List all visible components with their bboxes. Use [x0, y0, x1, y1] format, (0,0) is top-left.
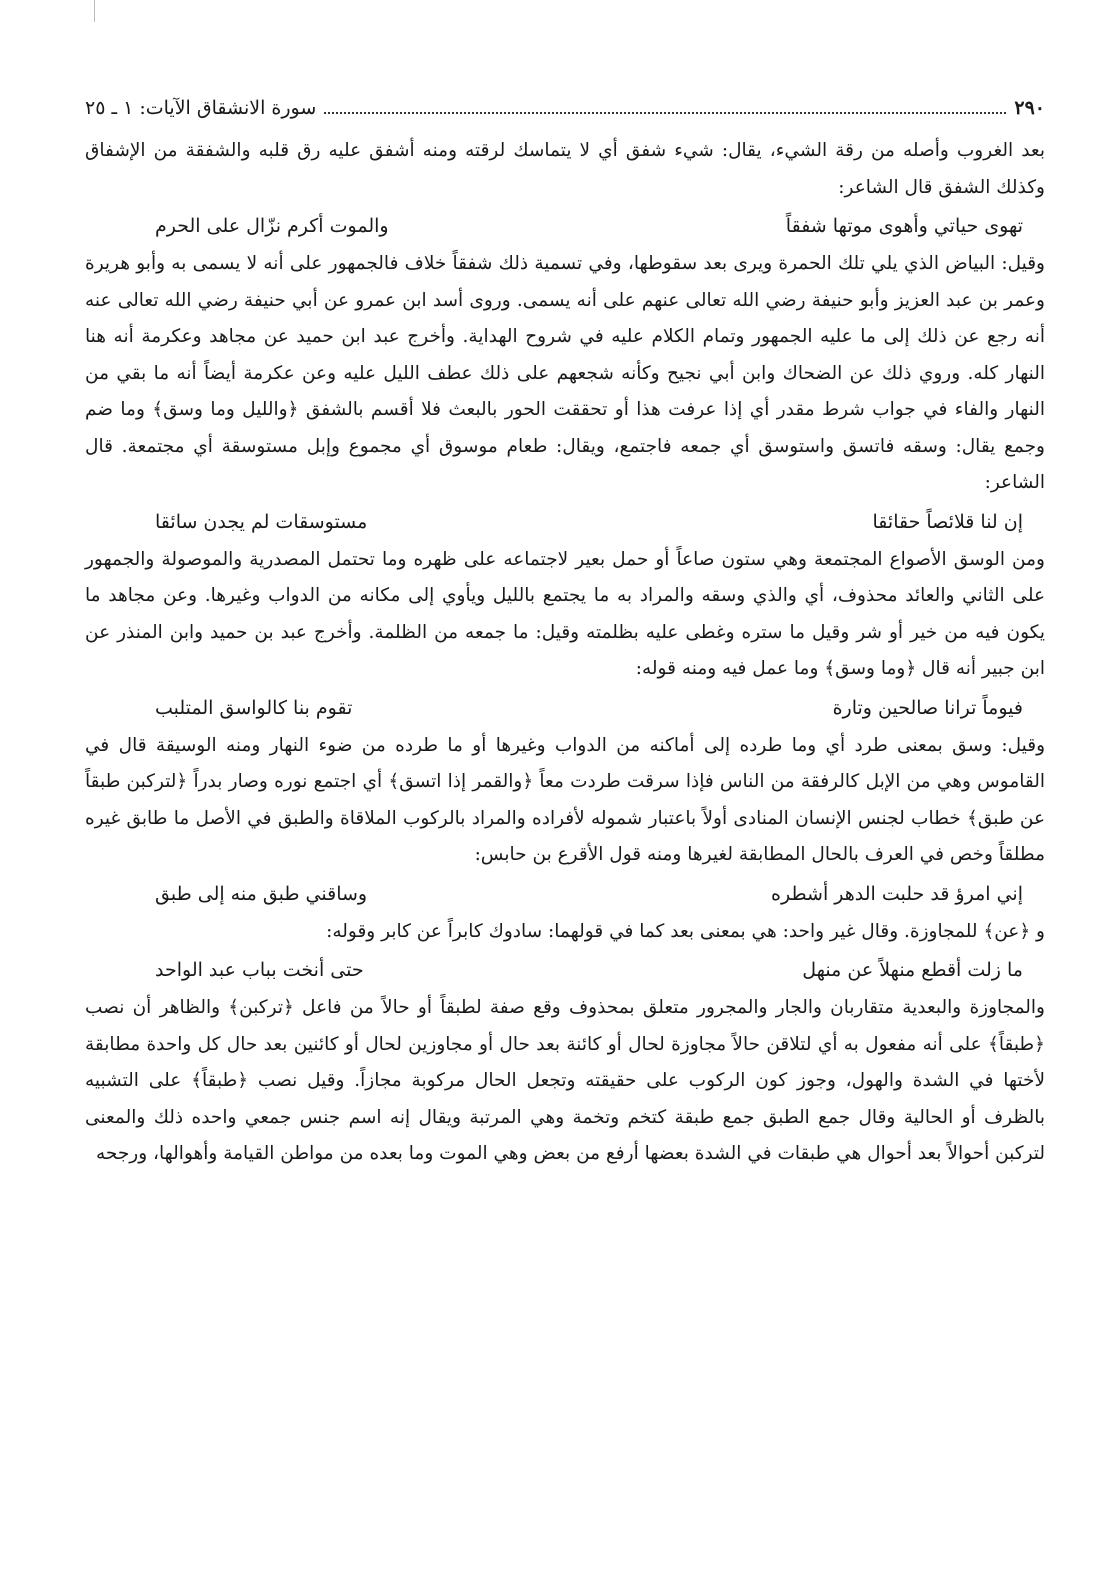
poetry-verse	[85, 874, 1045, 914]
verse-first-hemistich: إن لنا قلائصاً حقائقا	[872, 510, 1023, 533]
scan-mark	[94, 0, 95, 22]
document-page	[85, 93, 1045, 1173]
paragraph: وقيل: وسق بمعنى طرد أي وما طرده إلى أماكنه من الدواب وغيرها أو ما طرده من ضوء النهار ومنه الوسيقة قال في القاموس وهي من الإبل كالرفقة من الناس فإذا سرقت طردت معاً ﴿والقمر إذا اتسق﴾ أي اجتمع نوره وصار بدراً ﴿لتركبن طبقاً عن طبق﴾ خطاب لجنس الإنسان المنادى أولاً باعتبار شموله لأفراده والمراد بالركوب الملاقاة والطبق في الأصل ما طابق غيره مطلقاً وخص في العرف بالحال المطابقة لغيرها ومنه قول الأقرع بن حابس:	[85, 734, 1045, 865]
header-leader-dots	[324, 98, 1006, 114]
verse-second-hemistich: حتى أنخت بباب عبد الواحد	[155, 959, 364, 981]
verse-first-hemistich: إني امرؤ قد حلبت الدهر أشطره	[771, 882, 1023, 905]
page-number: ٢٩٠	[1014, 97, 1045, 119]
poetry-verse	[85, 502, 1045, 542]
verse-first-hemistich: فيوماً ترانا صالحين وتارة	[832, 696, 1023, 719]
verse-first-hemistich: تهوى حياتي وأهوى موتها شفقاً	[785, 215, 1023, 237]
verse-second-hemistich: تقوم بنا كالواسق المتلبب	[155, 696, 353, 719]
verse-second-hemistich: وساقني طبق منه إلى طبق	[155, 882, 368, 905]
header-title: سورة الانشقاق الآيات: ١ ـ ٢٥	[85, 97, 317, 119]
verse-first-hemistich: ما زلت أقطع منهلاً عن منهل	[802, 959, 1023, 981]
verse-second-hemistich: مستوسقات لم يجدن سائقا	[155, 510, 368, 533]
paragraph: وقيل: البياض الذي يلي تلك الحمرة ويرى بعد سقوطها، وفي تسمية ذلك شفقاً خلاف فالجمهور على أنه لا يسمى به وأبو هريرة وعمر بن عبد العزيز وأبو حنيفة رضي الله تعالى عنهم على أنه يسمى. وروى أسد ابن عمرو عن أبي حنيفة رضي الله تعالى عنه أنه رجع عن ذلك إلى ما عليه الجمهور وتمام الكلام عليه في شروح الهداية. وأخرج عبد ابن حميد عن مجاهد وعكرمة أنه هنا النهار كله. وروي ذلك عن الضحاك وابن أبي نجيح وكأنه شجعهم على ذلك عطف الليل عليه وعن عكرمة أيضاً أنه ما بقي من النهار والفاء في جواب شرط مقدر أي إذا عرفت هذا أو تحققت الحور بالبعث فلا أقسم بالشفق ﴿والليل وما وسق﴾ وما ضم وجمع يقال: وسقه فاتسق واستوسق أي جمعه فاجتمع، ويقال: طعام موسوق أي مجموع وإبل مستوسقة أي مجتمعة. قال الشاعر:	[85, 253, 1045, 493]
paragraph: والمجاوزة والبعدية متقاربان والجار والمجرور متعلق بمحذوف وقع صفة لطبقاً أو حالاً من فاعل ﴿تركبن﴾ والظاهر أن نصب ﴿طبقاً﴾ على أنه مفعول به أي لتلاقن حالاً مجاوزة لحال أو كائنة بعد حال أو مجاوزين لحال أو كائنين بعد حال كل واحدة مطابقة لأختها في الشدة والهول، وجوز كون الركوب على حقيقته وتجعل الحال مركوبة مجازاً. وقيل نصب ﴿طبقاً﴾ على التشبيه بالظرف أو الحالية وقال جمع الطبق جمع طبقة كتخم وتخمة وهي المرتبة ويقال إنه اسم جنس جمعي واحده ذلك والمعنى لتركبن أحوالاً بعد أحوال هي طبقات في الشدة بعضها أرفع من بعض وهي الموت وما بعده من مواطن القيامة وأهوالها، ورجحه	[85, 997, 1045, 1164]
poetry-verse	[85, 206, 1045, 246]
running-header	[85, 93, 1045, 123]
paragraph: و ﴿عن﴾ للمجاوزة. وقال غير واحد: هي بمعنى بعد كما في قولهما: سادوك كابراً عن كابر وقوله:	[326, 920, 1045, 942]
paragraph: بعد الغروب وأصله من رقة الشيء، يقال: شيء شفق أي لا يتماسك لرقته ومنه أشفق عليه رق قلبه والشفقة من الإشفاق وكذلك الشفق قال الشاعر:	[85, 140, 1045, 198]
poetry-verse	[85, 688, 1045, 728]
poetry-verse	[85, 950, 1045, 990]
paragraph: ومن الوسق الأصواع المجتمعة وهي ستون صاعاً أو حمل بعير لاجتماعه على ظهره وما تحتمل المصدرية والموصولة والجمهور على الثاني والعائد محذوف، أي والذي وسقه والمراد به ما يجتمع بالليل ويأوي إلى مكانه من الدواب وغيرها. وعن مجاهد ما يكون فيه من خير أو شر وقيل ما ستره وغطى عليه بظلمته وقيل: ما جمعه من الظلمة. وأخرج عبد بن حميد وابن المنذر عن ابن جبير أنه قال ﴿وما وسق﴾ وما عمل فيه ومنه قوله:	[85, 548, 1045, 679]
verse-second-hemistich: والموت أكرم نزّال على الحرم	[155, 215, 389, 237]
